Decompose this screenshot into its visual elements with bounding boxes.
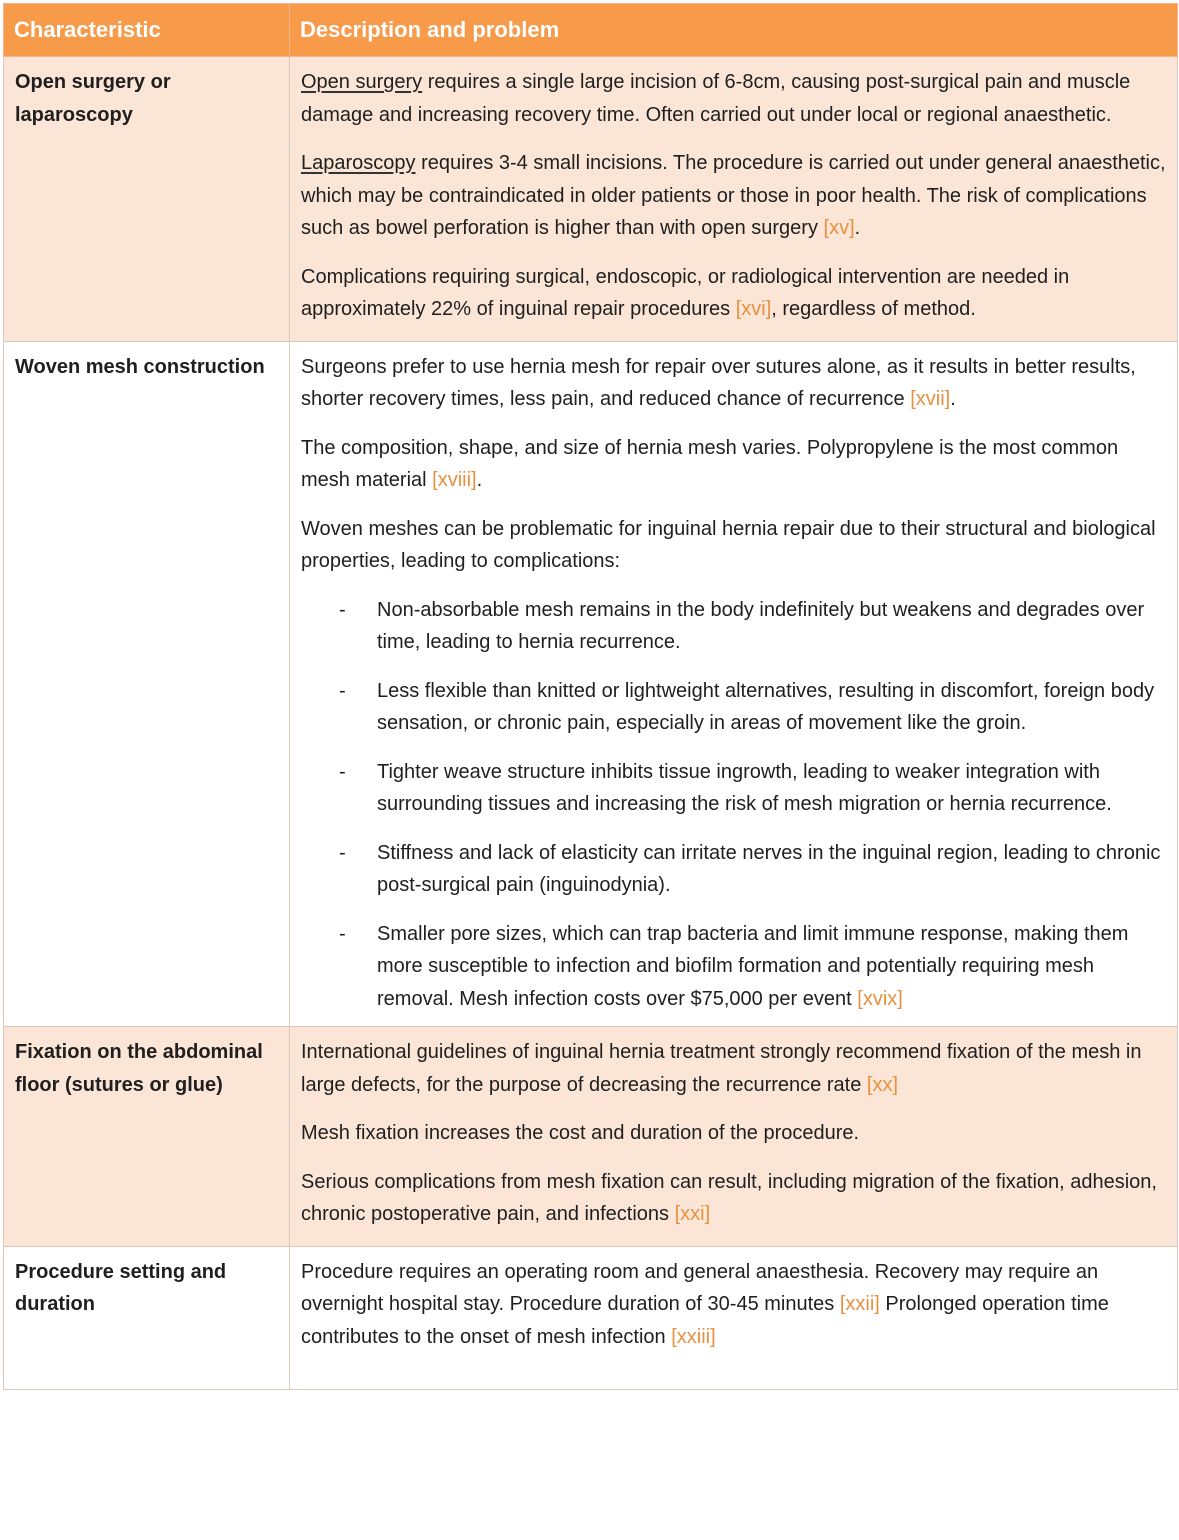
paragraph-text: Woven meshes can be problematic for inguinal hernia repair due to their structural and biological properties, leading to complications: xyxy=(301,517,1156,572)
paragraph xyxy=(301,1166,1167,1231)
list-item-text: Tighter weave structure inhibits tissue ingrowth, leading to weaker integration with surrounding tissues and increasing the risk of mesh migration or hernia recurrence. xyxy=(377,760,1112,815)
list-item xyxy=(301,756,1167,821)
table-row xyxy=(4,1027,1178,1247)
paragraph xyxy=(301,432,1167,497)
reference-link[interactable]: [xxi] xyxy=(674,1203,711,1225)
paragraph-text: . xyxy=(950,388,956,410)
paragraph xyxy=(301,66,1167,131)
characteristics-table xyxy=(3,3,1178,1390)
list-item-text: Stiffness and lack of elasticity can irritate nerves in the inguinal region, leading to chronic post-surgical pain (inguinodynia). xyxy=(377,841,1161,896)
paragraph-text: Surgeons prefer to use hernia mesh for repair over sutures alone, as it results in better results, shorter recovery times, less pain, and reduced chance of recurrence xyxy=(301,355,1136,410)
reference-link[interactable]: [xvii] xyxy=(910,388,951,410)
table-row xyxy=(4,1246,1178,1390)
term-laparoscopy: Laparoscopy xyxy=(301,152,416,174)
list-item xyxy=(301,918,1167,1016)
dash-bullet: - xyxy=(339,760,346,783)
table-header-row xyxy=(4,4,1178,57)
paragraph-text: Procedure requires an operating room and general anaesthesia. Recovery may require an overnight hospital stay. Procedure duration of 30-45 minutes xyxy=(301,1260,1099,1315)
paragraph xyxy=(301,1117,1167,1150)
paragraph-text: Mesh fixation increases the cost and duration of the procedure. xyxy=(301,1122,860,1144)
paragraph-text: International guidelines of inguinal hernia treatment strongly recommend fixation of the mesh in large defects, for the purpose of decreasing the recurrence rate xyxy=(301,1041,1142,1096)
paragraph-text: Serious complications from mesh fixation can result, including migration of the fixation, adhesion, chronic postoperative pain, and infections xyxy=(301,1170,1157,1225)
paragraph-text: Complications requiring surgical, endoscopic, or radiological intervention are needed in approximately 22% of inguinal repair procedures xyxy=(301,265,1070,320)
paragraph xyxy=(301,147,1167,245)
reference-link[interactable]: [xvix] xyxy=(857,987,903,1010)
paragraph-text: requires 3-4 small incisions. The procedure is carried out under general anaesthetic, which may be contraindicated in older patients or those in poor health. The risk of complications such as bowel perforation is higher than with open surgery xyxy=(301,152,1166,239)
paragraph-text: , regardless of method. xyxy=(771,298,976,320)
paragraph xyxy=(301,261,1167,326)
table-row xyxy=(4,341,1178,1027)
row-label-woven-mesh: Woven mesh construction xyxy=(4,341,290,1027)
list-item xyxy=(301,837,1167,902)
list-item xyxy=(301,675,1167,740)
reference-link[interactable]: [xxiii] xyxy=(671,1325,716,1348)
paragraph-text: requires a single large incision of 6-8cm, causing post-surgical pain and muscle damage and increasing recovery time. Often carried out under local or regional anaesthetic. xyxy=(301,71,1131,126)
header-description: Description and problem xyxy=(290,4,1178,57)
dash-bullet: - xyxy=(339,841,346,864)
paragraph-text: Prolonged operation time contributes to the onset of mesh infection xyxy=(301,1293,1109,1348)
row-label-fixation: Fixation on the abdominal floor (sutures or glue) xyxy=(4,1027,290,1247)
paragraph xyxy=(301,513,1167,578)
table-row xyxy=(4,57,1178,342)
reference-link[interactable]: [xviii] xyxy=(432,469,477,491)
paragraph xyxy=(301,1256,1167,1354)
paragraph xyxy=(301,1036,1167,1101)
paragraph xyxy=(301,351,1167,416)
header-characteristic: Characteristic xyxy=(4,4,290,57)
term-open-surgery: Open surgery xyxy=(301,71,423,93)
row-label-procedure-setting: Procedure setting and duration xyxy=(4,1246,290,1390)
complications-list xyxy=(301,594,1167,1016)
list-item-text: Smaller pore sizes, which can trap bacteria and limit immune response, making them more susceptible to infection and biofilm formation and potentially requiring mesh removal. Mesh infection costs over $75,000 per event xyxy=(377,922,1129,1010)
reference-link[interactable]: [xxii] xyxy=(839,1293,880,1315)
reference-link[interactable]: [xv] xyxy=(823,217,855,239)
list-item xyxy=(301,594,1167,659)
row-description-fixation xyxy=(290,1027,1178,1247)
paragraph-text: The composition, shape, and size of hernia mesh varies. Polypropylene is the most common mesh material xyxy=(301,436,1119,491)
row-label-open-surgery: Open surgery or laparoscopy xyxy=(4,57,290,342)
dash-bullet: - xyxy=(339,598,346,621)
paragraph-text: . xyxy=(854,217,861,239)
dash-bullet: - xyxy=(339,922,346,945)
row-description-procedure-setting xyxy=(290,1246,1178,1390)
dash-bullet: - xyxy=(339,679,346,702)
row-description-open-surgery xyxy=(290,57,1178,342)
list-item-text: Less flexible than knitted or lightweight alternatives, resulting in discomfort, foreign body sensation, or chronic pain, especially in areas of movement like the groin. xyxy=(377,679,1155,734)
list-item-text: Non-absorbable mesh remains in the body indefinitely but weakens and degrades over time, leading to hernia recurrence. xyxy=(377,598,1145,653)
paragraph-text: . xyxy=(476,469,483,491)
row-description-woven-mesh xyxy=(290,341,1178,1027)
reference-link[interactable]: [xx] xyxy=(866,1073,899,1096)
reference-link[interactable]: [xvi] xyxy=(735,298,772,320)
